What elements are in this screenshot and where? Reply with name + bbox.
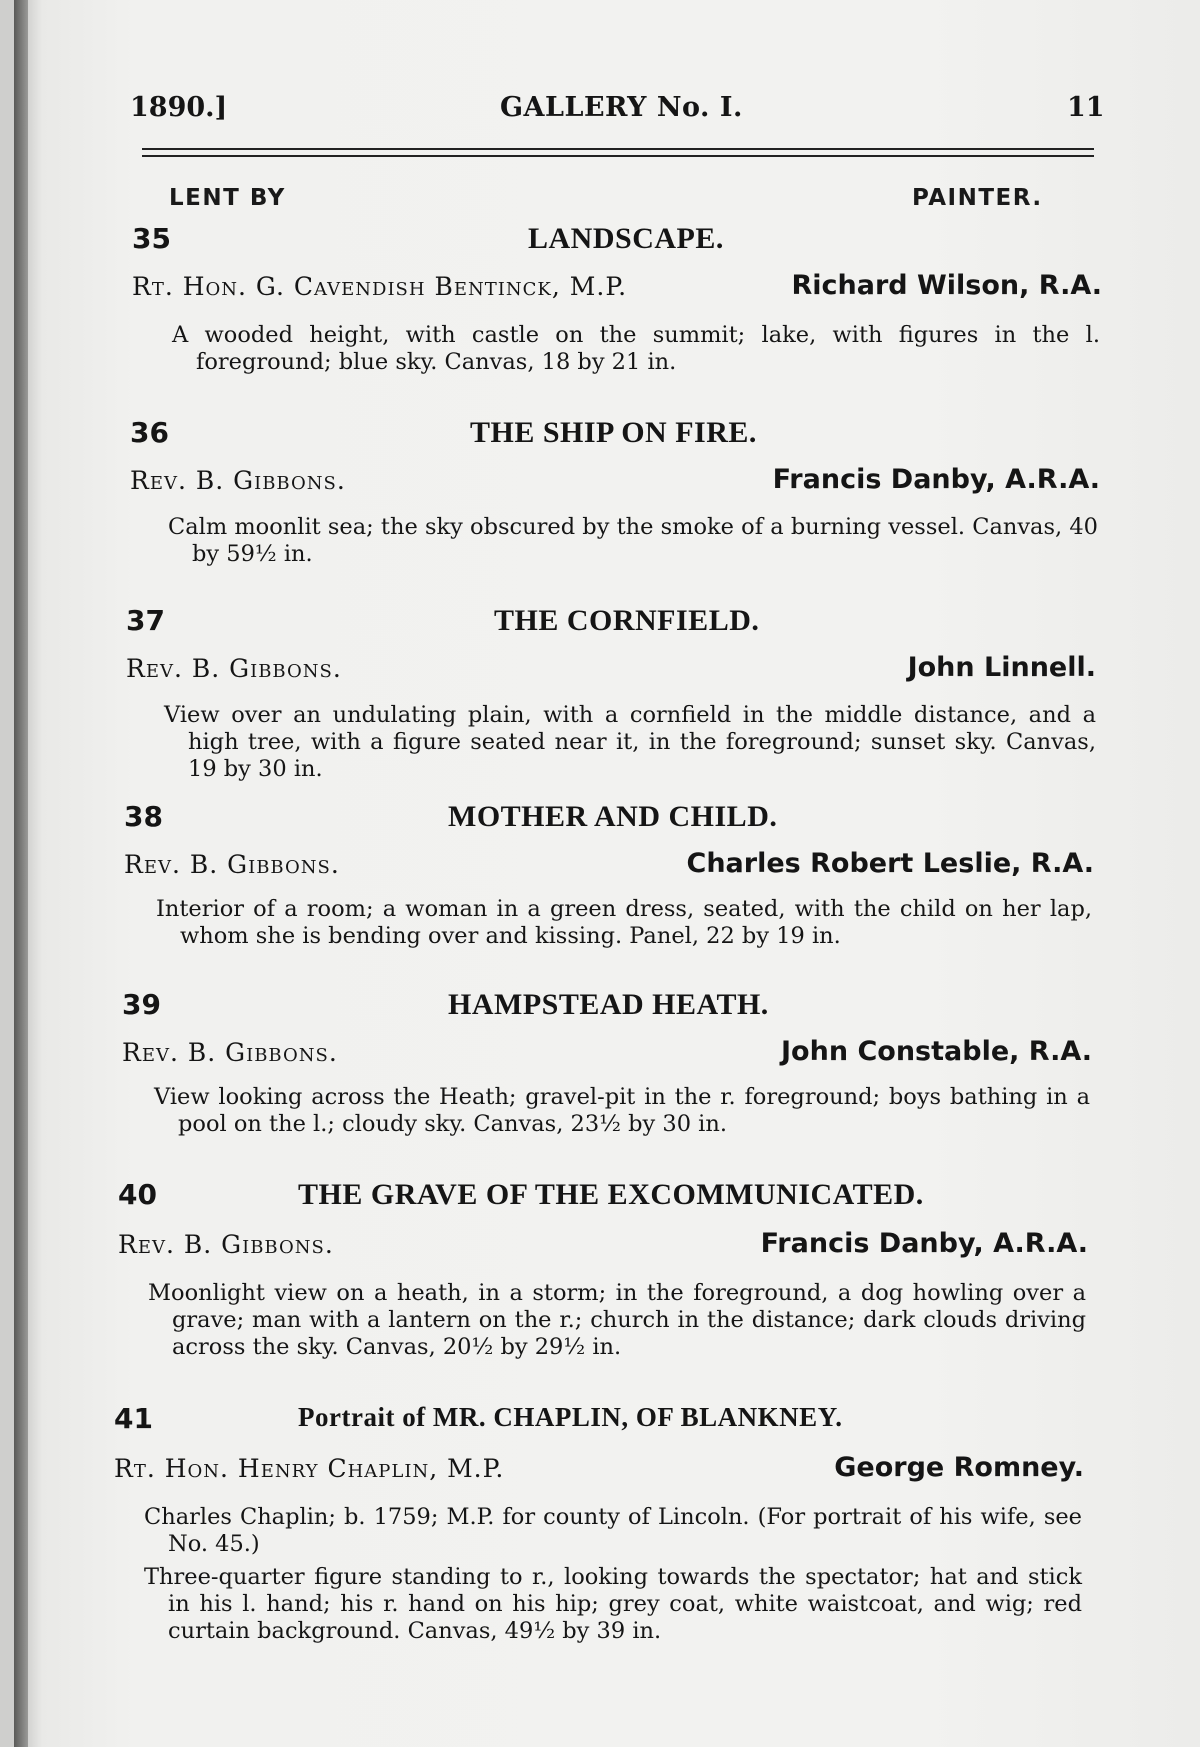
entry-title: THE CORNFIELD. xyxy=(494,604,760,637)
entry-description: A wooded height, with castle on the summit; lake, with figures in the l. foreground; blue sky. Canvas, 18 by 21 in. xyxy=(172,322,1100,375)
entry-title: THE GRAVE OF THE EXCOMMUNICATED. xyxy=(298,1178,924,1211)
column-head-lent-by: LENT BY xyxy=(169,185,286,211)
entry-title: LANDSCAPE. xyxy=(528,222,724,255)
entry-painter: George Romney. xyxy=(834,1452,1084,1483)
catalogue-page xyxy=(14,0,1200,1747)
entry-description-detail: Three-quarter figure standing to r., looking towards the spectator; hat and stick in his l. hand; his r. hand on his hip; grey coat, white waistcoat, and wig; red curtain background. Canvas, 49½ by 39 in. xyxy=(144,1564,1082,1644)
header-rule-top xyxy=(142,148,1094,150)
entry-painter: John Linnell. xyxy=(907,652,1096,683)
header-rule-bottom xyxy=(142,155,1094,157)
entry-painter: Charles Robert Leslie, R.A. xyxy=(686,848,1094,879)
entry-title: MOTHER AND CHILD. xyxy=(448,800,778,833)
header-page-number: 11 xyxy=(1067,92,1105,123)
entry-number: 39 xyxy=(122,988,161,1021)
entry-painter: Francis Danby, A.R.A. xyxy=(760,1228,1088,1259)
entry-lender: Rev. B. Gibbons. xyxy=(126,654,342,683)
entry-painter: John Constable, R.A. xyxy=(781,1036,1092,1067)
header-title: GALLERY No. I. xyxy=(500,92,743,123)
entry-number: 38 xyxy=(124,800,163,833)
column-head-painter: PAINTER. xyxy=(912,185,1043,211)
entry-title: THE SHIP ON FIRE. xyxy=(470,416,757,449)
entry-description: Interior of a room; a woman in a green dress, seated, with the child on her lap, whom she is bending over and kissing. Panel, 22 by 19 in. xyxy=(156,896,1092,949)
entry-number: 37 xyxy=(126,604,165,637)
entry-description: Moonlight view on a heath, in a storm; in the foreground, a dog howling over a grave; man with a lantern on the r.; church in the distance; dark clouds driving across the sky. Canvas, 20½ by 29½ in. xyxy=(148,1280,1086,1360)
header-year: 1890.] xyxy=(130,92,228,123)
entry-lender: Rt. Hon. Henry Chaplin, M.P. xyxy=(114,1454,505,1483)
entry-number: 35 xyxy=(132,222,171,255)
entry-lender: Rev. B. Gibbons. xyxy=(130,466,346,495)
entry-lender: Rev. B. Gibbons. xyxy=(124,850,340,879)
entry-number: 41 xyxy=(114,1402,153,1435)
entry-description: Charles Chaplin; b. 1759; M.P. for county of Lincoln. (For portrait of his wife, see No. 45.) xyxy=(144,1504,1082,1557)
entry-lender: Rev. B. Gibbons. xyxy=(122,1038,338,1067)
entry-number: 36 xyxy=(130,416,169,449)
entry-description: View looking across the Heath; gravel-pit in the r. foreground; boys bathing in a pool on the l.; cloudy sky. Canvas, 23½ by 30 in. xyxy=(154,1084,1090,1137)
entry-title: HAMPSTEAD HEATH. xyxy=(448,988,769,1021)
entry-lender: Rev. B. Gibbons. xyxy=(118,1230,334,1259)
entry-title: Portrait of MR. CHAPLIN, OF BLANKNEY. xyxy=(298,1402,843,1432)
entry-lender: Rt. Hon. G. Cavendish Bentinck, M.P. xyxy=(132,272,628,301)
book-spine-shadow xyxy=(14,0,28,1747)
entry-painter: Francis Danby, A.R.A. xyxy=(772,464,1100,495)
entry-description: View over an undulating plain, with a cornfield in the middle distance, and a high tree, with a figure seated near it, in the foreground; sunset sky. Canvas, 19 by 30 in. xyxy=(164,702,1096,782)
entry-description: Calm moonlit sea; the sky obscured by the smoke of a burning vessel. Canvas, 40 by 59½ in. xyxy=(168,514,1098,567)
entry-number: 40 xyxy=(118,1178,157,1211)
entry-painter: Richard Wilson, R.A. xyxy=(791,270,1102,301)
